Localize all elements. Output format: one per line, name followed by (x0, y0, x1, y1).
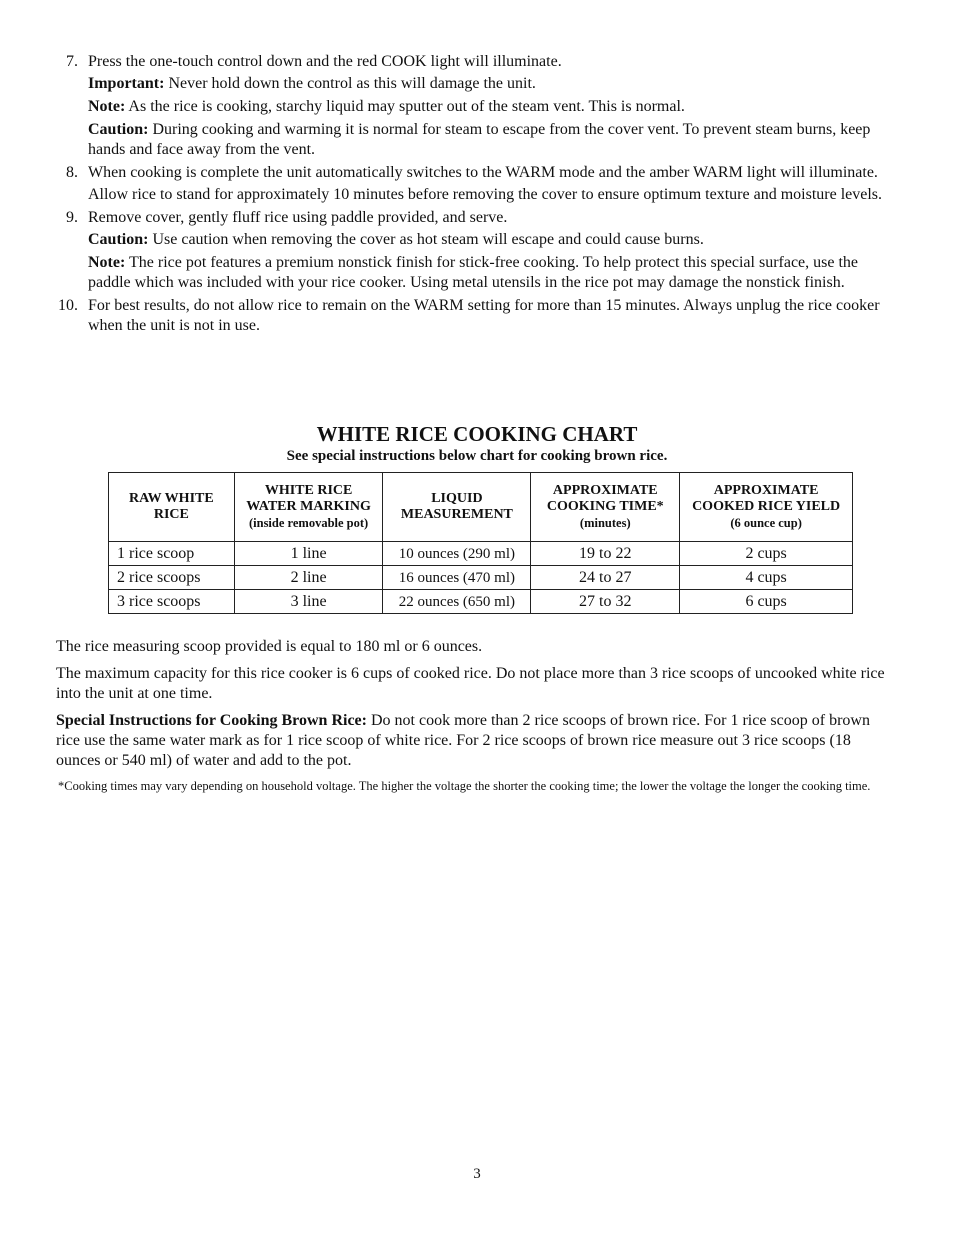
table-cell: 10 ounces (290 ml) (383, 542, 531, 566)
table-cell: 2 line (234, 566, 383, 590)
step-text: Press the one-touch control down and the red COOK light will illuminate. (88, 53, 562, 70)
instruction-steps (0, 52, 954, 338)
brown-rice-paragraph (56, 711, 892, 771)
step-10 (0, 296, 954, 336)
table-cell: 1 line (234, 542, 383, 566)
table-cell: 2 cups (680, 542, 853, 566)
header-cooked-yield (680, 473, 853, 542)
table-cell: 22 ounces (650 ml) (383, 590, 531, 614)
caution-note (88, 120, 890, 160)
header-sublabel: (minutes) (579, 516, 631, 530)
table-cell: 24 to 27 (531, 566, 680, 590)
rice-cooking-table (108, 472, 853, 614)
note-text: Use caution when removing the cover as hot steam will escape and could cause burns. (148, 231, 704, 248)
header-label: APPROXIMATE COOKING TIME* (546, 483, 664, 514)
step-extra-text: Allow rice to stand for approximately 10 minutes before removing the cover to ensure optimum texture and moisture levels. (88, 186, 883, 203)
note-text: Never hold down the control as this will damage the unit. (164, 75, 536, 92)
note-label: Note: (88, 254, 126, 271)
step-9 (0, 208, 954, 293)
footnote: *Cooking times may vary depending on household voltage. The higher the voltage the shorter the cooking time; the lower the voltage the longer the cooking time. (58, 779, 871, 793)
chart-title: WHITE RICE COOKING CHART (316, 422, 638, 446)
note-text: During cooking and warming it is normal for steam to escape from the cover vent. To prevent steam burns, keep hands and face away from the vent. (88, 121, 871, 158)
caution-note (88, 230, 890, 250)
table-cell: 4 cups (680, 566, 853, 590)
header-label: LIQUID MEASUREMENT (400, 491, 513, 522)
note-label: Note: (88, 98, 126, 115)
step-text: For best results, do not allow rice to remain on the WARM setting for more than 15 minutes. Always unplug the rice cooker when the unit is not in use. (88, 297, 880, 334)
table-row (109, 590, 853, 614)
important-note (88, 74, 890, 94)
note-label: Important: (88, 75, 165, 92)
note (88, 253, 890, 293)
header-sublabel: (inside removable pot) (248, 516, 369, 530)
table-cell: 1 rice scoop (109, 542, 235, 566)
table-cell: 6 cups (680, 590, 853, 614)
table-cell: 3 rice scoops (109, 590, 235, 614)
scoop-paragraph: The rice measuring scoop provided is equal to 180 ml or 6 ounces. (56, 638, 483, 655)
note-text: As the rice is cooking, starchy liquid may sputter out of the steam vent. This is normal. (125, 98, 685, 115)
header-cooking-time (531, 473, 680, 542)
header-raw-white-rice (109, 473, 235, 542)
table-row (109, 566, 853, 590)
header-label: RAW WHITE RICE (129, 491, 214, 522)
step-number: 10. (58, 297, 78, 314)
step-text: Remove cover, gently fluff rice using paddle provided, and serve. (88, 209, 508, 226)
header-label: APPROXIMATE COOKED RICE YIELD (692, 483, 841, 514)
note-label: Caution: (88, 231, 149, 248)
table-header-row (109, 473, 853, 542)
table-cell: 2 rice scoops (109, 566, 235, 590)
step-number: 9. (66, 209, 78, 226)
header-label: WHITE RICE WATER MARKING (246, 483, 371, 514)
brown-rice-text: Do not cook more than 2 rice scoops of brown rice. For 1 rice scoop of brown rice use the same water mark as for 1 rice scoop of white rice. For 2 rice scoops of brown rice measure out 3 rice scoops (18 ounces or 540 ml) of water and add to the pot. (56, 712, 870, 769)
chart-heading (0, 421, 954, 465)
step-8 (0, 163, 954, 205)
step-number: 8. (66, 164, 78, 181)
note-text: The rice pot features a premium nonstick finish for stick-free cooking. To help protect this special surface, use the paddle which was included with your rice cooker. Using metal utensils in the rice pot may damage the nonstick finish. (88, 254, 859, 291)
note-label: Caution: (88, 121, 149, 138)
table-cell: 19 to 22 (531, 542, 680, 566)
table-cell: 27 to 32 (531, 590, 680, 614)
page-number: 3 (473, 1166, 481, 1182)
header-water-marking (234, 473, 383, 542)
table-cell: 3 line (234, 590, 383, 614)
step-number: 7. (66, 53, 78, 70)
step-7 (0, 52, 954, 160)
brown-rice-label: Special Instructions for Cooking Brown Rice: (56, 712, 367, 729)
step-text: When cooking is complete the unit automatically switches to the WARM mode and the amber WARM light will illuminate. (88, 164, 878, 181)
header-sublabel: (6 ounce cup) (730, 516, 802, 530)
chart-subtitle: See special instructions below chart for cooking brown rice. (286, 448, 668, 464)
capacity-paragraph: The maximum capacity for this rice cooker is 6 cups of cooked rice. Do not place more than 3 rice scoops of uncooked white rice into the unit at one time. (56, 665, 885, 702)
table-cell: 16 ounces (470 ml) (383, 566, 531, 590)
note (88, 97, 890, 117)
table-row (109, 542, 853, 566)
notes-section (56, 637, 892, 801)
header-liquid-measurement (383, 473, 531, 542)
